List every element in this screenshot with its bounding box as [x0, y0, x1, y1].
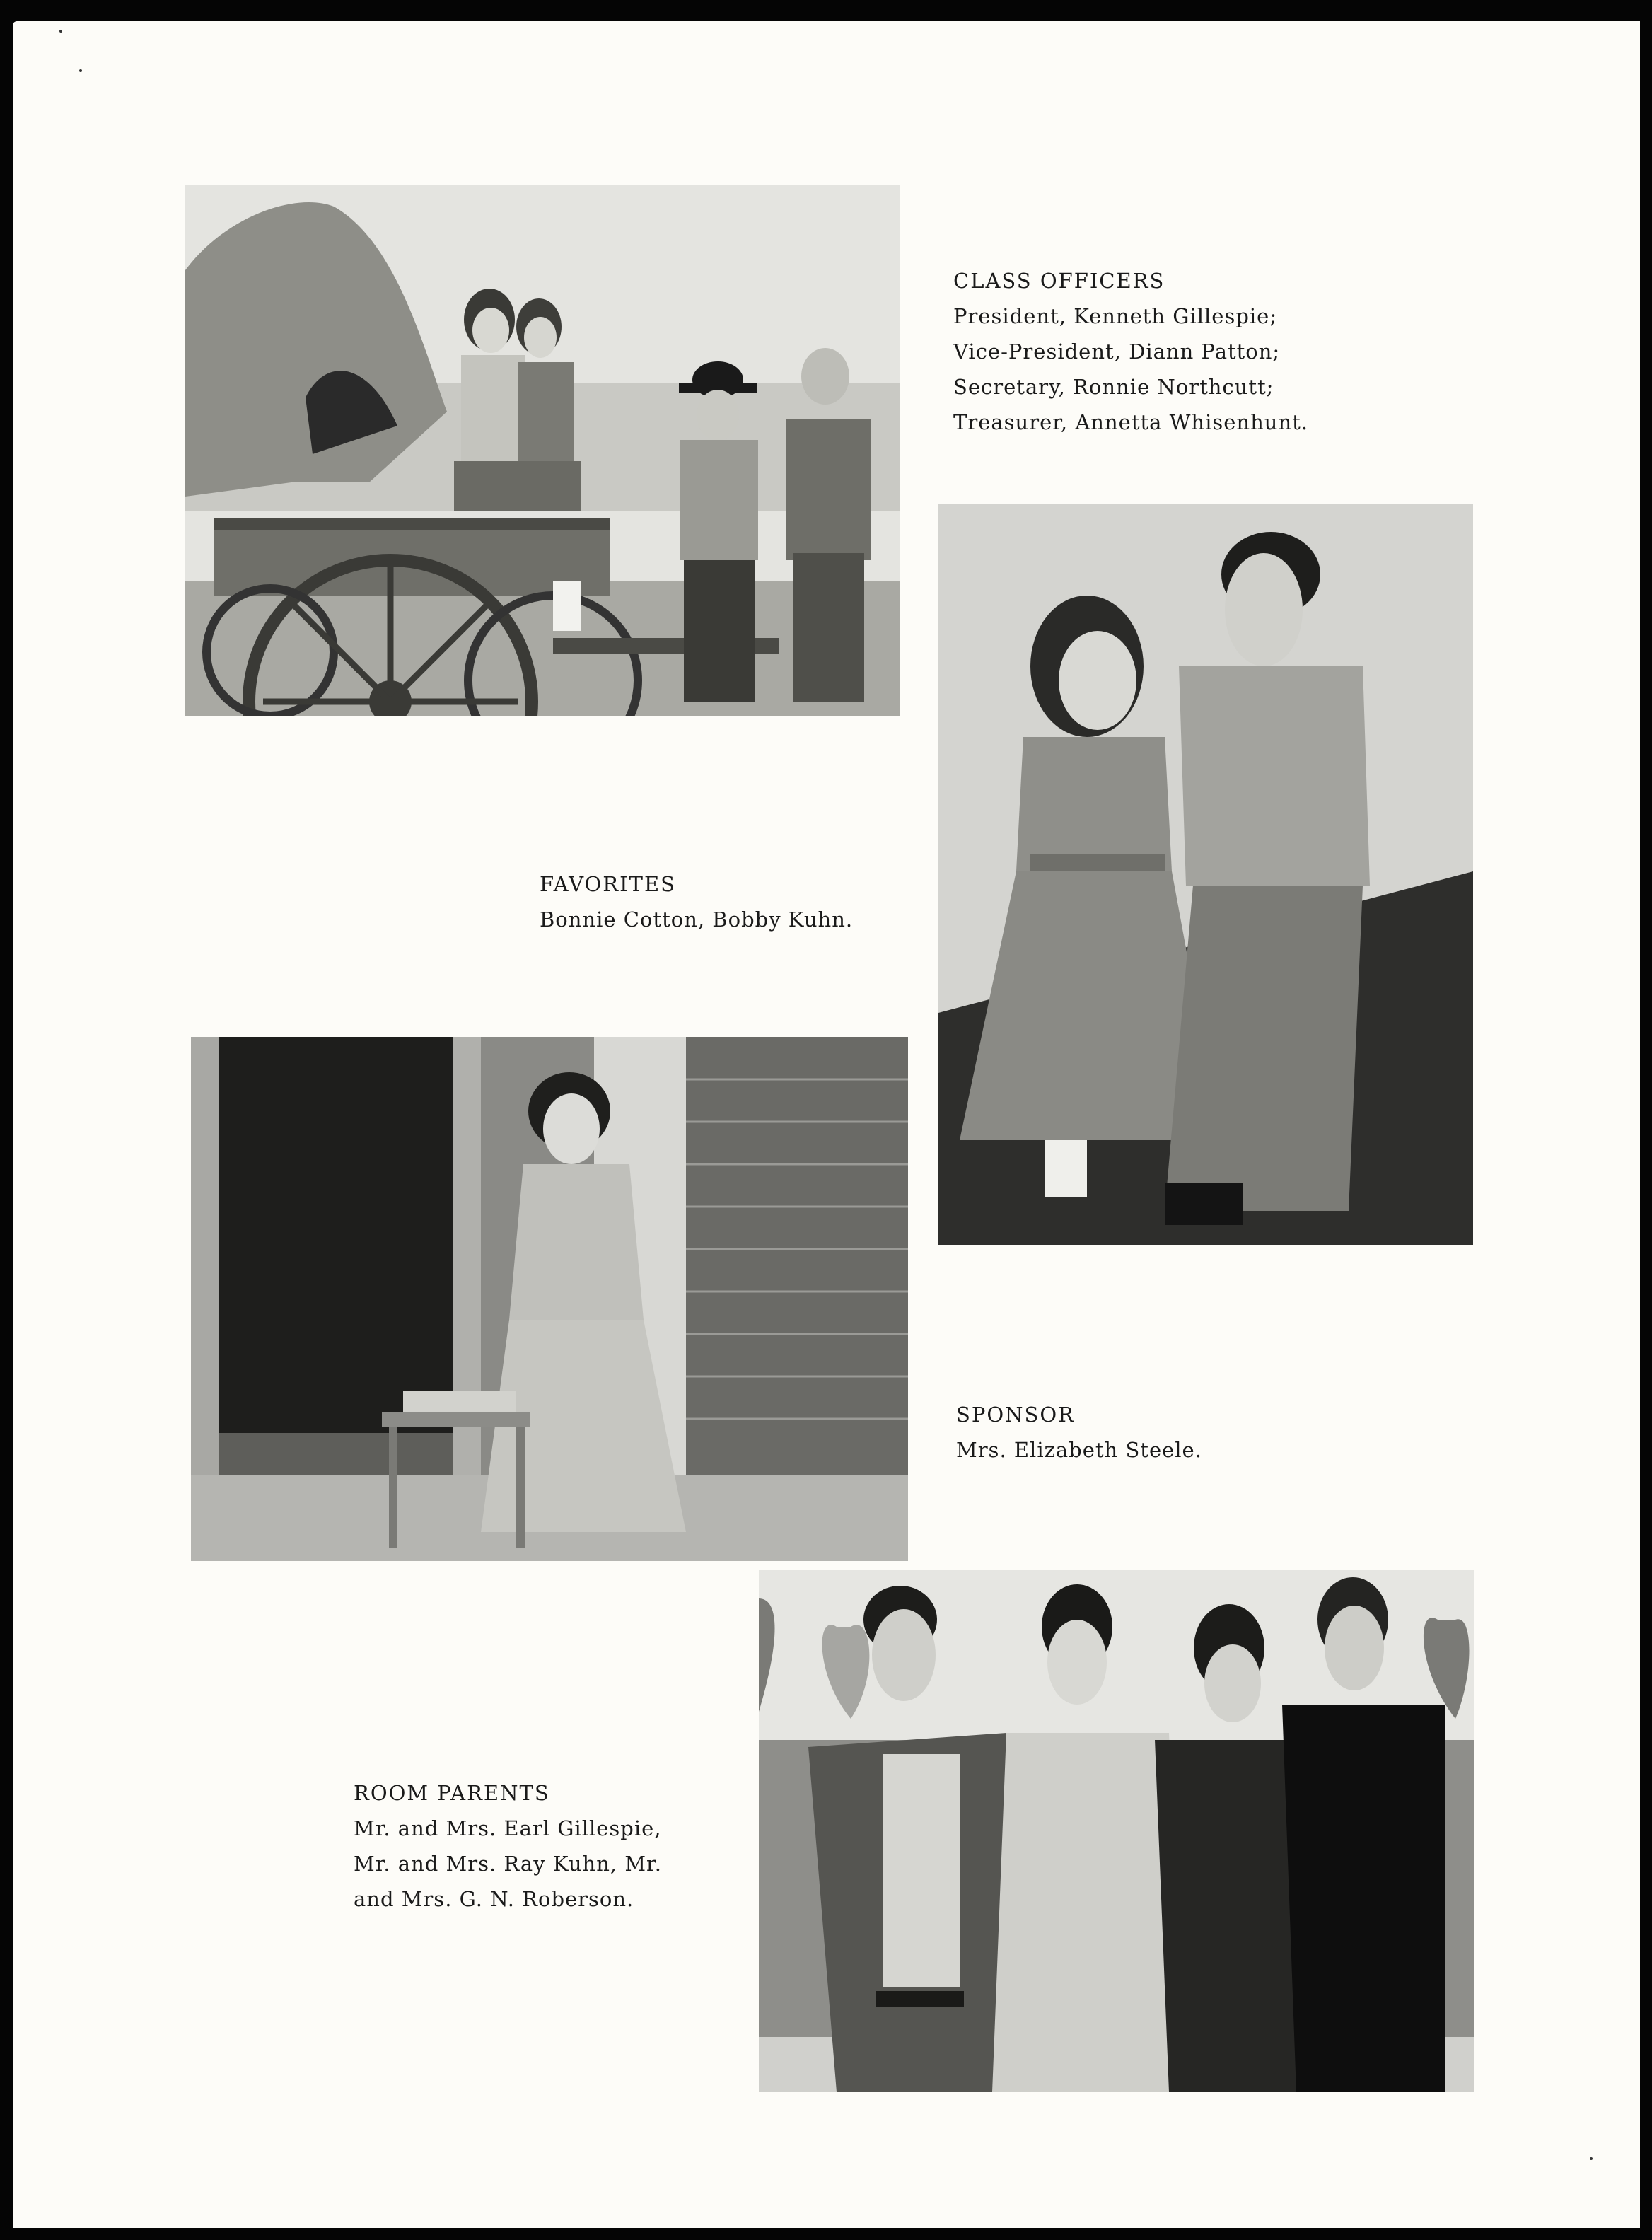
- class-officers-line: Treasurer, Annetta Whisenhunt.: [953, 410, 1309, 434]
- class-officers-line: Secretary, Ronnie Northcutt;: [953, 375, 1274, 399]
- room-parents-line: and Mrs. G. N. Roberson.: [354, 1887, 634, 1911]
- class-officers-line: President, Kenneth Gillespie;: [953, 304, 1278, 328]
- sponsor-photo: [191, 1037, 908, 1561]
- class-officers-caption: [953, 263, 1308, 440]
- wagon-group-image: [185, 185, 900, 716]
- favorites-heading: FAVORITES: [540, 872, 676, 896]
- print-speck: [79, 69, 82, 72]
- sponsor-line: Mrs. Elizabeth Steele.: [956, 1438, 1202, 1462]
- favorites-line: Bonnie Cotton, Bobby Kuhn.: [540, 907, 854, 932]
- class-officers-line: Vice-President, Diann Patton;: [953, 340, 1281, 364]
- room-parents-photo: [759, 1570, 1474, 2092]
- room-parents-image: [759, 1570, 1474, 2092]
- print-speck: [59, 30, 62, 33]
- favorites-caption: [540, 866, 853, 937]
- print-speck: [1590, 2157, 1593, 2160]
- room-parents-heading: ROOM PARENTS: [354, 1781, 550, 1805]
- room-parents-line: Mr. and Mrs. Earl Gillespie,: [354, 1816, 662, 1840]
- sponsor-heading: SPONSOR: [956, 1403, 1076, 1427]
- class-officers-photo: [185, 185, 900, 716]
- couple-image: [938, 504, 1473, 1245]
- sponsor-image: [191, 1037, 908, 1561]
- room-parents-caption: [354, 1775, 662, 1917]
- room-parents-line: Mr. and Mrs. Ray Kuhn, Mr.: [354, 1852, 662, 1876]
- class-officers-heading: CLASS OFFICERS: [953, 269, 1165, 293]
- yearbook-page: [13, 21, 1640, 2228]
- favorites-photo: [938, 504, 1473, 1245]
- sponsor-caption: [956, 1397, 1202, 1468]
